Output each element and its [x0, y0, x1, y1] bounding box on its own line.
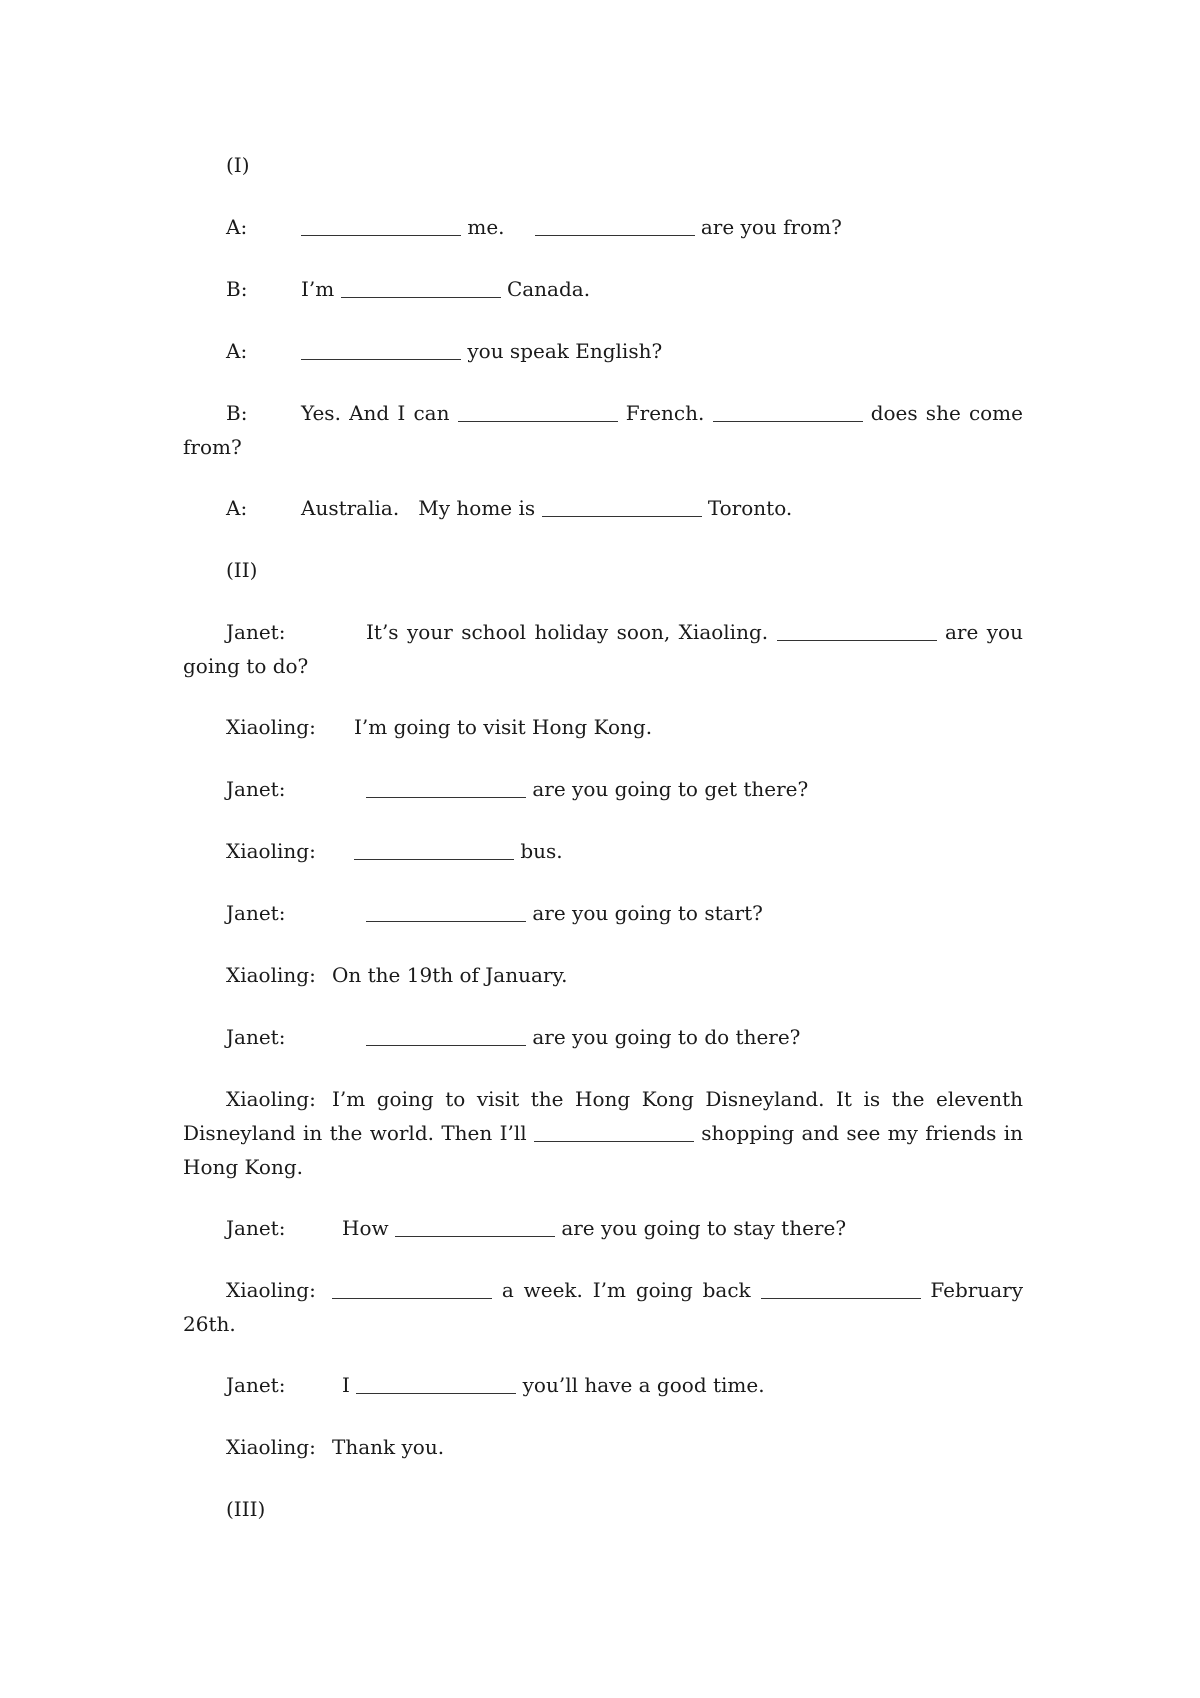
line-text: February 26th.	[183, 1278, 1023, 1336]
answer-blank[interactable]	[366, 899, 526, 922]
answer-blank[interactable]	[332, 1276, 492, 1299]
speaker-label: Xiaoling:	[226, 839, 316, 863]
line-text: How	[342, 1216, 395, 1240]
line-text: shopping and see my friends in Hong Kong.	[183, 1121, 1023, 1179]
line-text: bus.	[514, 839, 563, 863]
answer-blank[interactable]	[301, 213, 461, 236]
line-text: Canada.	[500, 277, 591, 301]
dialogue-line	[226, 958, 567, 992]
dialogue-line	[226, 491, 792, 525]
answer-blank[interactable]	[356, 1371, 516, 1394]
dialogue-line	[226, 1430, 444, 1464]
line-text: are you going to stay there?	[554, 1216, 847, 1240]
speaker-label: Janet:	[226, 777, 286, 801]
line-text: are you going to do there?	[526, 1025, 801, 1049]
answer-blank[interactable]	[395, 1214, 555, 1237]
section-heading-2: (II)	[226, 558, 258, 582]
speaker-label: Xiaoling:	[226, 963, 316, 987]
answer-blank[interactable]	[341, 275, 501, 298]
line-text: are you going to get there?	[526, 777, 809, 801]
line-text: I’m	[301, 277, 341, 301]
line-text: I	[342, 1373, 357, 1397]
dialogue-line	[226, 1368, 765, 1402]
line-text: It’s your school holiday soon, Xiaoling.	[366, 620, 777, 644]
line-text: Thank you.	[332, 1435, 445, 1459]
answer-blank[interactable]	[366, 1023, 526, 1046]
answer-blank[interactable]	[777, 618, 937, 641]
answer-blank[interactable]	[366, 775, 526, 798]
answer-blank[interactable]	[534, 1119, 694, 1142]
speaker-label: B:	[226, 401, 248, 425]
speaker-label: Xiaoling:	[226, 1278, 316, 1302]
line-text: I’m going to visit Hong Kong.	[354, 715, 653, 739]
dialogue-line	[226, 896, 763, 930]
line-text: are you from?	[694, 215, 842, 239]
dialogue-line	[226, 710, 652, 744]
speaker-label: Janet:	[226, 620, 286, 644]
line-text: are you going to start?	[526, 901, 763, 925]
speaker-label: Janet:	[226, 1216, 286, 1240]
dialogue-line	[226, 210, 842, 244]
line-text: are you going to do?	[183, 620, 1023, 678]
dialogue-line	[226, 772, 808, 806]
dialogue-line	[226, 1020, 800, 1054]
answer-blank[interactable]	[542, 494, 702, 517]
line-text: you speak English?	[461, 339, 663, 363]
answer-blank[interactable]	[354, 837, 514, 860]
answer-blank[interactable]	[535, 213, 695, 236]
line-text: Toronto.	[701, 496, 793, 520]
section-heading-1: (I)	[226, 153, 250, 177]
answer-blank[interactable]	[301, 337, 461, 360]
speaker-label: Xiaoling:	[226, 715, 316, 739]
answer-blank[interactable]	[458, 399, 618, 422]
line-text: Yes. And I can	[301, 401, 458, 425]
dialogue-line	[183, 1273, 1023, 1341]
speaker-label: Janet:	[226, 1025, 286, 1049]
line-text: a week. I’m going back	[492, 1278, 761, 1302]
speaker-label: Xiaoling:	[226, 1087, 316, 1111]
speaker-label: Janet:	[226, 901, 286, 925]
answer-blank[interactable]	[713, 399, 863, 422]
dialogue-line	[183, 396, 1023, 464]
dialogue-line	[183, 615, 1023, 683]
speaker-label: A:	[226, 496, 248, 520]
line-text: On the 19th of January.	[332, 963, 568, 987]
dialogue-line	[183, 1082, 1023, 1184]
speaker-label: A:	[226, 215, 248, 239]
line-text: I’m going to visit the Hong Kong Disneyland. It is the eleventh Disneyland in the world. Then I’ll	[183, 1087, 1023, 1145]
speaker-label: B:	[226, 277, 248, 301]
dialogue-line	[226, 834, 563, 868]
dialogue-line	[226, 1211, 846, 1245]
dialogue-line	[226, 334, 662, 368]
speaker-label: Janet:	[226, 1373, 286, 1397]
line-text: Australia. My home is	[301, 496, 542, 520]
line-text: does she come from?	[183, 401, 1023, 459]
section-heading-3: (III)	[226, 1497, 266, 1521]
line-text: you’ll have a good time.	[516, 1373, 765, 1397]
answer-blank[interactable]	[761, 1276, 921, 1299]
line-text: French.	[617, 401, 713, 425]
line-text: me.	[461, 215, 505, 239]
speaker-label: A:	[226, 339, 248, 363]
speaker-label: Xiaoling:	[226, 1435, 316, 1459]
dialogue-line	[226, 272, 590, 306]
